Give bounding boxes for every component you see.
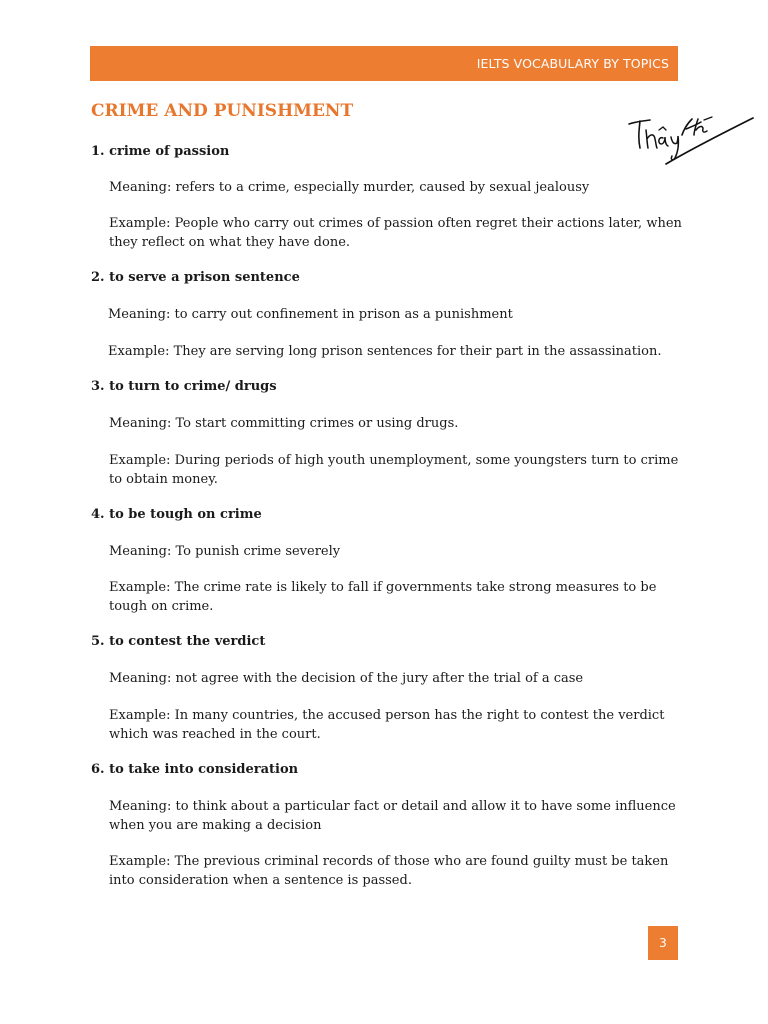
entry-example: Example: During periods of high youth unemployment, some youngsters turn to crime to obtain money. (109, 453, 679, 487)
entry-heading: 6. to take into consideration (91, 762, 299, 777)
header-title: IELTS VOCABULARY BY TOPICS (476, 56, 669, 71)
header-bar (90, 46, 678, 81)
entry-example: Example: They are serving long prison sentences for their part in the assassination. (108, 344, 662, 359)
entry-example: Example: In many countries, the accused person has the right to contest the verdict which was reached in the court. (109, 708, 665, 742)
entry-meaning: Meaning: to carry out confinement in prison as a punishment (108, 307, 513, 322)
entry-heading: 2. to serve a prison sentence (91, 270, 300, 285)
entry-heading: 1. crime of passion (91, 144, 230, 159)
page-number: 3 (648, 926, 678, 960)
entry-meaning: Meaning: refers to a crime, especially murder, caused by sexual jealousy (109, 180, 590, 195)
entry-meaning: Meaning: not agree with the decision of the jury after the trial of a case (109, 671, 584, 686)
entry-heading: 3. to turn to crime/ drugs (91, 379, 277, 394)
entry-meaning: Meaning: To punish crime severely (109, 544, 341, 559)
entry-heading: 5. to contest the verdict (91, 634, 266, 649)
entry-example: Example: The previous criminal records of those who are found guilty must be taken into consideration when a sentence is passed. (109, 854, 669, 888)
handwritten-signature (626, 106, 756, 168)
document-title: CRIME AND PUNISHMENT (91, 101, 354, 121)
entry-example: Example: The crime rate is likely to fall if governments take strong measures to be tough on crime. (109, 580, 657, 614)
entry-meaning: Meaning: To start committing crimes or using drugs. (109, 416, 459, 431)
entry-heading: 4. to be tough on crime (91, 507, 262, 522)
entry-meaning: Meaning: to think about a particular fact or detail and allow it to have some influence when you are making a decision (109, 799, 676, 833)
entry-example: Example: People who carry out crimes of passion often regret their actions later, when they reflect on what they have done. (109, 216, 682, 250)
